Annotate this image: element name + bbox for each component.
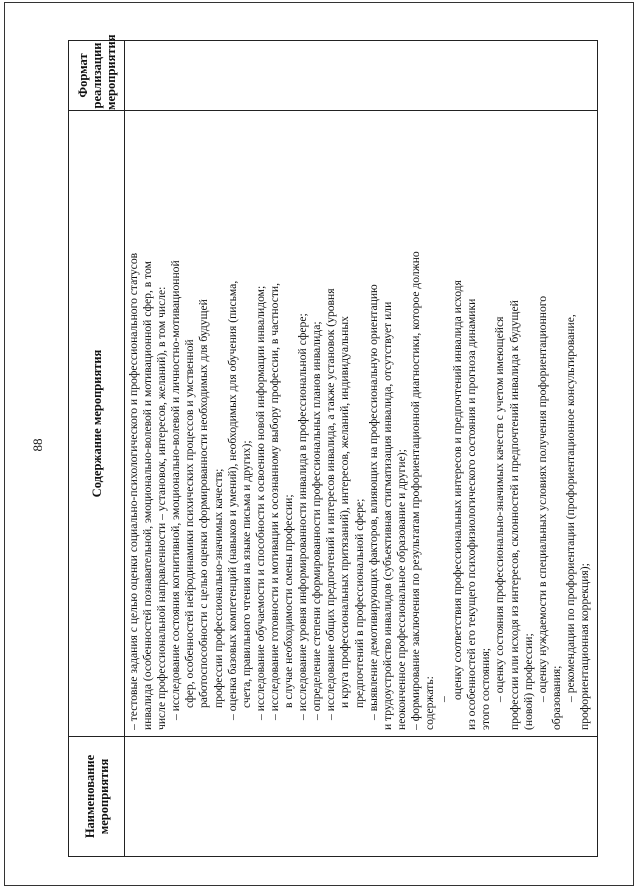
content-line: профессии или исходя из интересов, склонностей и предпочтений инвалида к будущей: [507, 300, 521, 730]
content-line: и трудоустройство инвалидов (субъективная стигматизация инвалида, отсутствует или: [380, 301, 394, 730]
content-line: предпочтений в профессиональной сфере;: [352, 498, 366, 708]
content-line: – определение степени сформированности профессиональных планов инвалида;: [310, 321, 324, 720]
content-line: – исследование обучаемости и способности к освоению новой информации инвалидом;: [253, 285, 267, 720]
content-line: – исследование состояния когнитивной, эмоционально-волевой и личностно-мотивационной: [169, 260, 183, 720]
rotated-sheet: [68, 34, 598, 857]
content-line: профессии профессионально-значимых качеств;: [211, 468, 225, 708]
content-line: профориентационная коррекция);: [578, 563, 591, 730]
content-line: – исследование готовности и мотивации к осознанному выбору профессии, в частности,: [267, 282, 281, 720]
content-line: – рекомендации по профориентации (профориентационное консультирование,: [563, 314, 577, 702]
content-cell: [125, 111, 598, 737]
content-line: счета, правильного чтения на языке письма и других);: [239, 440, 253, 708]
content-line: работоспособности с целью оценки сформированности необходимых для будущей: [197, 299, 211, 708]
format-cell: [125, 41, 598, 111]
content-line: образования;: [549, 665, 563, 730]
content-line: – тестовые задания с целью оценки социально-психологического и профессионального статусов: [127, 252, 140, 730]
content-line: содержать:: [422, 676, 436, 730]
content-line: из особенностей его текущего психофизиологического состояния и прогноза динамики: [465, 298, 479, 730]
content-line: и круга профессиональных притязаний), интересов, желаний, индивидуальных: [338, 316, 352, 708]
content-line: этого состояния;: [479, 647, 493, 730]
header-content: Содержание мероприятия: [69, 111, 125, 737]
content-line: числе профессиональной направленности – установок, интересов, желаний), в том числе:: [155, 286, 169, 730]
name-cell: [125, 737, 598, 857]
content-line: – исследование общих предпочтений и интересов инвалида, а также установок (уровня: [324, 288, 338, 720]
page-number: 88: [30, 438, 45, 452]
header-format: Формат реализации мероприятия: [69, 41, 125, 111]
content-line: – оценку состояния профессионально-значимых качеств с учетом имеющейся: [493, 316, 507, 702]
content-line: – оценку нуждаемости в специальных условиях получения профориентационного: [535, 295, 549, 702]
content-line: (новой) профессии;: [521, 633, 535, 730]
content-line: – выявление демотивирующих факторов, влияющих на профессиональную ориентацию: [366, 284, 380, 720]
header-row: [69, 41, 125, 857]
content-line: –: [437, 696, 451, 702]
content-line: – исследование уровня информированности инвалида в профессиональной сфере;: [296, 313, 310, 720]
content-line: неоконченное профессиональное образование и другие);: [394, 449, 408, 730]
content-line: оценку соответствия профессиональных интересов и предпочтений инвалида исходя: [451, 280, 465, 700]
content-line: инвалида (особенностей познавательной, эмоционально-волевой и мотивационной сфер, в том: [141, 261, 155, 730]
content-line: в случае необходимости смены профессии;: [282, 494, 296, 708]
activities-table: [68, 34, 598, 857]
content-line: сфер, особенностей нейродинамики психических процессов и умственной: [183, 339, 197, 708]
content-line: – оценка базовых компетенций (навыков и умений), необходимых для обучения (письма,: [225, 280, 239, 720]
header-name: Наименование мероприятия: [69, 737, 125, 857]
content-line: – формирование заключения по результатам профориентационной диагностики, которое должно: [408, 251, 422, 730]
body-row: [125, 41, 598, 857]
